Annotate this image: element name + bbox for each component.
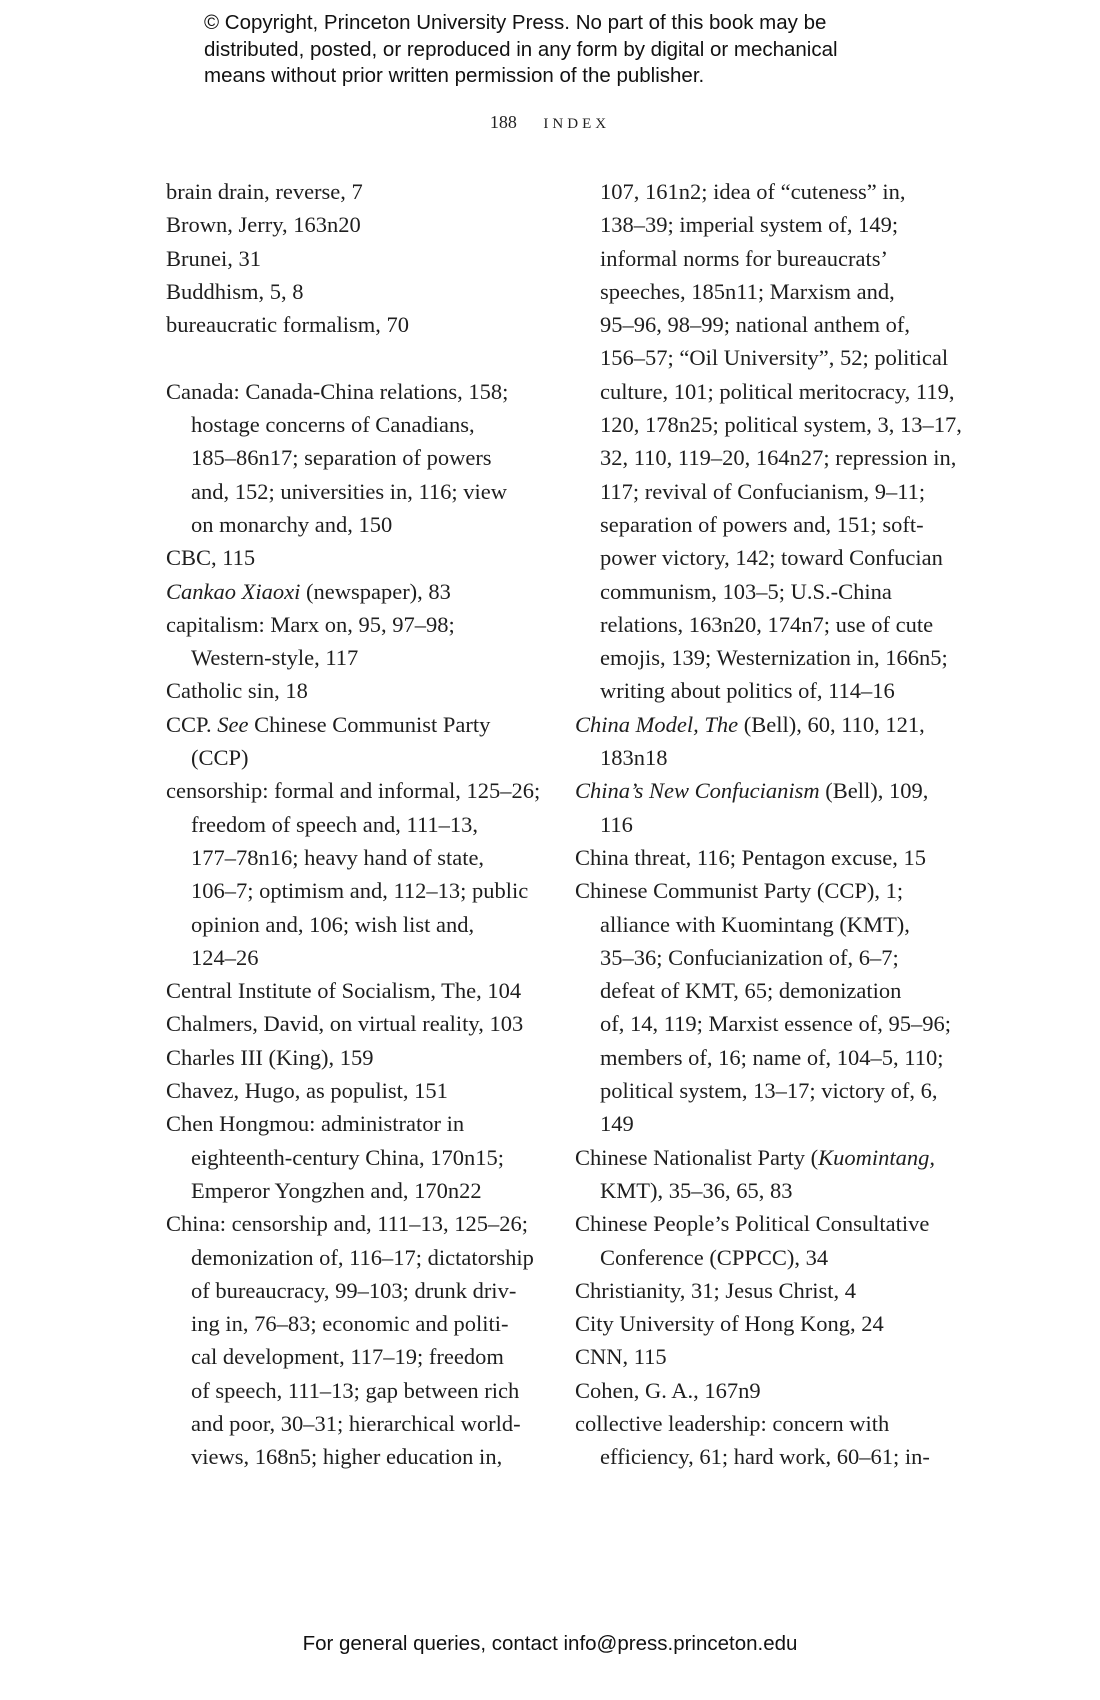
index-line [166, 1374, 536, 1407]
index-title-italic: China’s New Confucianism [575, 778, 820, 804]
index-line [575, 175, 945, 208]
index-column-right [575, 175, 962, 1474]
index-text: members of, 16; name of, 104–5, 110; [600, 1044, 944, 1070]
index-line [575, 1407, 945, 1440]
index-line [166, 1407, 536, 1440]
index-line [166, 408, 536, 441]
index-line [166, 974, 536, 1007]
index-text: emojis, 139; Westernization in, 166n5; [600, 645, 948, 671]
index-text: 106–7; optimism and, 112–13; public [191, 878, 529, 904]
index-line [166, 1174, 536, 1207]
index-text: CCP. [166, 711, 218, 737]
index-text: Central Institute of Socialism, The, 104 [166, 978, 522, 1004]
index-text: and poor, 30–31; hierarchical world- [191, 1410, 521, 1436]
footer-contact: For general queries, contact info@press.princeton.edu [302, 1632, 798, 1655]
index-text: 177–78n16; heavy hand of state, [191, 844, 485, 870]
index-text: Buddhism, 5, 8 [166, 278, 304, 304]
index-text: 117; revival of Confucianism, 9–11; [600, 478, 926, 504]
index-text: censorship: formal and informal, 125–26; [166, 778, 541, 804]
index-text: 107, 161n2; idea of “cuteness” in, [600, 179, 906, 204]
index-text: Chinese Nationalist Party ( [575, 1144, 819, 1170]
index-text: culture, 101; political meritocracy, 119, [600, 378, 955, 404]
index-line [575, 1207, 945, 1240]
index-text: communism, 103–5; U.S.-China [600, 578, 892, 604]
index-text: (Bell), 60, 110, 121, [738, 711, 925, 737]
index-line [575, 1041, 945, 1074]
index-title-italic: See [217, 711, 249, 737]
index-text: of speech, 111–13; gap between rich [191, 1377, 520, 1403]
index-line [575, 575, 945, 608]
index-line [166, 441, 536, 474]
index-line [166, 1340, 536, 1373]
index-line [575, 674, 945, 707]
index-line [166, 475, 536, 508]
index-text: demonization of, 116–17; dictatorship [191, 1244, 534, 1270]
index-line [575, 441, 957, 474]
index-text: Christianity, 31; Jesus Christ, 4 [575, 1277, 857, 1303]
index-text: opinion and, 106; wish list and, [191, 911, 475, 937]
index-line [575, 1141, 945, 1174]
index-line [575, 608, 945, 641]
index-text: Catholic sin, 18 [166, 678, 308, 704]
index-text: hostage concerns of Canadians, [191, 412, 475, 438]
index-line [575, 1274, 945, 1307]
index-text: speeches, 185n11; Marxism and, [600, 278, 895, 304]
index-text: cal development, 117–19; freedom [191, 1344, 504, 1370]
index-line [575, 1074, 945, 1107]
index-line [575, 941, 945, 974]
index-line [166, 208, 536, 241]
index-text: Brunei, 31 [166, 245, 261, 271]
index-line [166, 375, 536, 408]
index-text: 116 [600, 811, 633, 837]
index-text: Chavez, Hugo, as populist, 151 [166, 1078, 448, 1104]
index-text: on monarchy and, 150 [191, 511, 393, 537]
copyright-line: © Copyright, Princeton University Press. No part of this book may be [204, 11, 827, 34]
index-line [575, 1174, 945, 1207]
index-line [575, 1007, 951, 1040]
index-text: separation of powers and, 151; soft- [600, 511, 924, 537]
page-number: 188 [489, 112, 517, 132]
index-line [575, 641, 948, 674]
index-text: Chen Hongmou: administrator in [166, 1111, 465, 1137]
copyright-line: means without prior written permission of the publisher. [204, 64, 705, 87]
index-text: of, 14, 119; Marxist essence of, 95–96; [600, 1011, 951, 1037]
index-line [166, 1074, 536, 1107]
index-text: 120, 178n25; political system, 3, 13–17, [600, 412, 962, 438]
index-text: 185–86n17; separation of powers [191, 445, 492, 471]
index-text: of bureaucracy, 99–103; drunk driv- [191, 1277, 517, 1303]
index-text: 32, 110, 119–20, 164n27; repression in, [600, 445, 957, 471]
index-text: (newspaper), 83 [300, 578, 451, 604]
blank-line [166, 341, 536, 374]
index-text: China threat, 116; Pentagon excuse, 15 [575, 844, 926, 870]
index-line [575, 908, 945, 941]
index-text: Conference (CPPCC), 34 [600, 1244, 829, 1270]
index-text: efficiency, 61; hard work, 60–61; in- [600, 1444, 930, 1470]
index-text: alliance with Kuomintang (KMT), [600, 911, 910, 937]
index-line [575, 774, 945, 807]
index-text: Brown, Jerry, 163n20 [166, 212, 361, 238]
index-line [166, 741, 536, 774]
index-line [575, 242, 945, 275]
index-line [166, 1274, 536, 1307]
index-line [166, 608, 536, 641]
index-text: political system, 13–17; victory of, 6, [600, 1078, 938, 1104]
index-line [575, 1340, 945, 1373]
index-text: (CCP) [191, 745, 249, 771]
index-text: 138–39; imperial system of, 149; [600, 212, 899, 238]
index-line [575, 841, 945, 874]
index-line [575, 208, 945, 241]
index-text: Charles III (King), 159 [166, 1044, 374, 1070]
index-text: bureaucratic formalism, 70 [166, 312, 410, 338]
index-text: Western-style, 117 [191, 645, 359, 671]
index-text: relations, 163n20, 174n7; use of cute [600, 611, 934, 637]
index-text: Chinese Communist Party (CCP), 1; [575, 878, 904, 904]
index-text: informal norms for bureaucrats’ [600, 245, 889, 271]
index-line [166, 874, 536, 907]
index-text: Chinese People’s Political Consultative [575, 1211, 930, 1237]
copyright-line: distributed, posted, or reproduced in any form by digital or mechanical [204, 37, 838, 61]
index-line [575, 1307, 945, 1340]
index-line [166, 1107, 536, 1140]
index-text: capitalism: Marx on, 95, 97–98; [166, 611, 455, 637]
index-text: 183n18 [600, 745, 668, 771]
index-title-italic: Cankao Xiaoxi [166, 578, 301, 604]
index-line [166, 1440, 536, 1473]
index-line [575, 874, 945, 907]
index-line [166, 641, 536, 674]
index-line [166, 908, 536, 941]
running-head [0, 112, 1100, 133]
index-text: 149 [600, 1111, 634, 1137]
index-text: freedom of speech and, 111–13, [191, 811, 478, 837]
index-line [166, 1007, 536, 1040]
index-text: views, 168n5; higher education in, [191, 1444, 503, 1470]
index-line [166, 508, 536, 541]
index-line [166, 1307, 536, 1340]
index-text: 95–96, 98–99; national anthem of, [600, 312, 910, 338]
index-line [575, 341, 949, 374]
index-line [166, 242, 536, 275]
index-line [575, 308, 945, 341]
index-line [575, 508, 945, 541]
index-line [166, 674, 536, 707]
index-line [166, 575, 536, 608]
index-line [575, 741, 945, 774]
index-text: 35–36; Confucianization of, 6–7; [600, 944, 899, 970]
index-text: defeat of KMT, 65; demonization [600, 978, 902, 1004]
index-line [575, 808, 945, 841]
index-text: 156–57; “Oil University”, 52; political [600, 345, 949, 371]
index-text: brain drain, reverse, 7 [166, 179, 363, 204]
index-text: CBC, 115 [166, 545, 256, 571]
index-text: power victory, 142; toward Confucian [600, 545, 943, 571]
index-line [166, 841, 536, 874]
index-title-italic: Kuomintang, [818, 1144, 935, 1170]
index-text: writing about politics of, 114–16 [600, 678, 895, 704]
index-text: China: censorship and, 111–13, 125–26; [166, 1211, 529, 1237]
index-text: ing in, 76–83; economic and politi- [191, 1311, 509, 1337]
index-column-left [166, 175, 541, 1474]
index-line [166, 541, 536, 574]
index-line [575, 275, 945, 308]
index-text: collective leadership: concern with [575, 1410, 890, 1436]
index-text: eighteenth-century China, 170n15; [191, 1144, 505, 1170]
index-line [166, 941, 536, 974]
index-line [166, 1241, 536, 1274]
index-text: Chinese Communist Party [248, 711, 491, 737]
index-text: Emperor Yongzhen and, 170n22 [191, 1177, 482, 1203]
index-text: CNN, 115 [575, 1344, 667, 1370]
index-text: Canada: Canada-China relations, 158; [166, 378, 509, 404]
index-line [575, 708, 945, 741]
index-line [575, 475, 945, 508]
index-line [575, 408, 962, 441]
index-line [575, 1374, 945, 1407]
index-line [166, 1041, 536, 1074]
index-text: and, 152; universities in, 116; view [191, 478, 507, 504]
index-line [166, 808, 536, 841]
index-text: City University of Hong Kong, 24 [575, 1311, 884, 1337]
index-title-italic: China Model, The [575, 711, 739, 737]
copyright-notice [204, 10, 924, 90]
index-line [575, 1241, 945, 1274]
section-title: INDEX [543, 116, 611, 132]
index-text: KMT), 35–36, 65, 83 [600, 1177, 793, 1203]
index-line [575, 1440, 945, 1473]
index-line [575, 1107, 945, 1140]
index-line [575, 375, 955, 408]
index-line [166, 774, 541, 807]
index-text: (Bell), 109, [819, 778, 929, 804]
index-line [166, 1141, 536, 1174]
index-line [166, 1207, 536, 1240]
index-line [166, 175, 536, 208]
index-line [166, 308, 536, 341]
index-line [575, 541, 945, 574]
index-text: Cohen, G. A., 167n9 [575, 1377, 761, 1403]
index-line [575, 974, 945, 1007]
index-text: 124–26 [191, 944, 259, 970]
index-line [166, 275, 536, 308]
index-line [166, 708, 536, 741]
index-text: Chalmers, David, on virtual reality, 103 [166, 1011, 524, 1037]
